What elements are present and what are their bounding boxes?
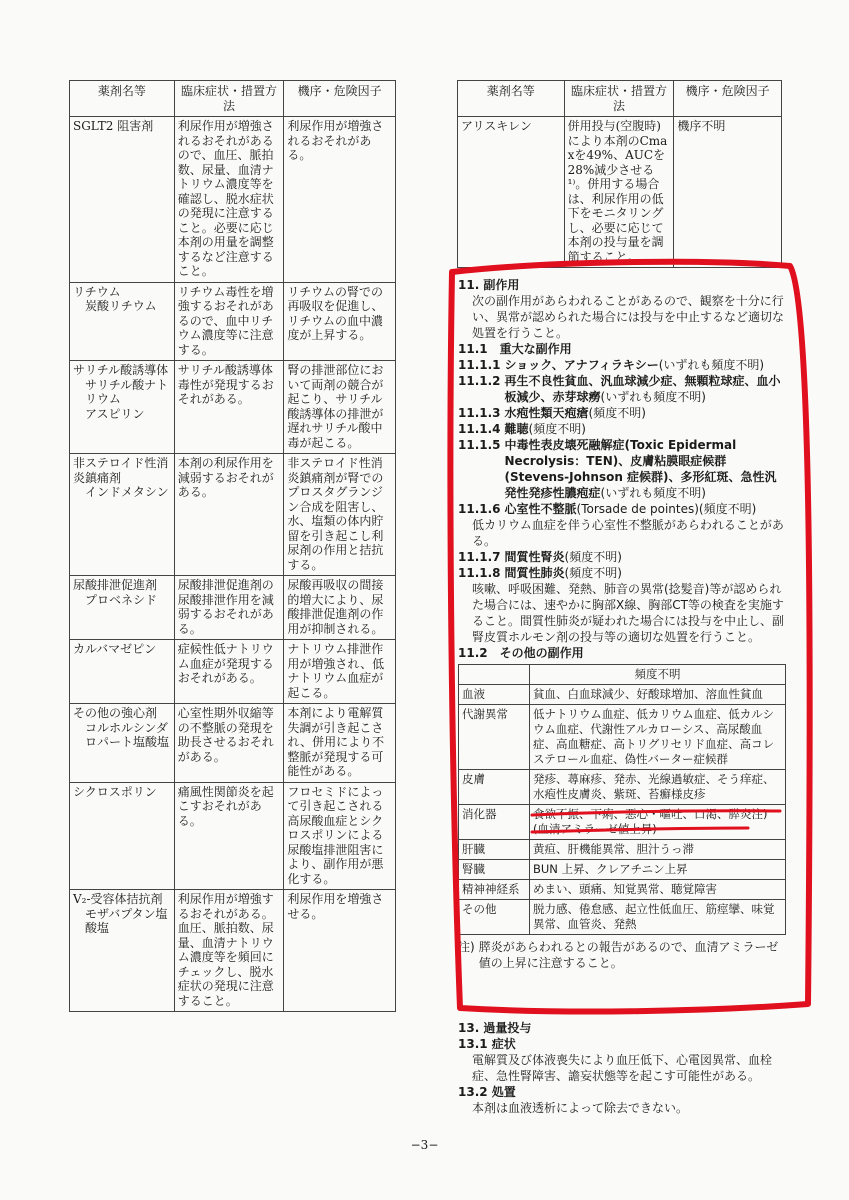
- table-row: [459, 880, 786, 900]
- header-mechanism: 機序・危険因子: [674, 81, 782, 117]
- mechanism-cell: 尿酸再吸収の間接的増大により、尿酸排泄促進剤の作用が抑制される。: [284, 576, 396, 640]
- effects-cell: めまい、頭痛、知覚異常、聴覚障害: [530, 880, 786, 900]
- symptom-cell: 利尿作用が増強されるおそれがあるので、血圧、脈拍数、尿量、血清ナトリウム濃度等を確認し、脱水症状の発現に注意すること。必要に応じ本剤の用量を調整するなど注意すること。: [174, 117, 284, 283]
- table-row: [459, 860, 786, 880]
- effects-cell: 貧血、白血球減少、好酸球増加、溶血性貧血: [530, 685, 786, 705]
- table-row: [459, 840, 786, 860]
- table-row: [459, 900, 786, 935]
- effects-cell: 脱力感、倦怠感、起立性低血圧、筋痙攣、味覚異常、血管炎、発熱: [530, 900, 786, 935]
- drug-name-cell: リチウム 炭酸リチウム: [70, 282, 175, 361]
- serious-side-effects-title: 11.1 重大な副作用: [458, 342, 572, 356]
- drug-name-cell: シクロスポリン: [70, 782, 175, 890]
- table-row: [70, 890, 396, 1012]
- category-cell: 腎臓: [459, 860, 530, 880]
- interaction-table-left: [69, 80, 396, 1012]
- side-effect-item: 11.1.3 水疱性類天疱瘡(頻度不明): [458, 406, 646, 420]
- table-row: [459, 705, 786, 770]
- table-row: [70, 454, 396, 576]
- category-cell: 精神神経系: [459, 880, 530, 900]
- footnote-text: 膵炎があらわれるとの報告があるので、血清アミラーゼ値の上昇に注意すること。: [478, 940, 779, 970]
- symptom-cell: 尿酸排泄促進剤の尿酸排泄作用を減弱するおそれがある。: [174, 576, 284, 640]
- item-6-detail: 低カリウム血症を伴う心室性不整脈があらわれることがある。: [472, 518, 784, 548]
- treatment-text: 本剤は血液透析によって除去できない。: [472, 1101, 689, 1115]
- overdose-section: [458, 1020, 786, 1116]
- side-effect-item: 11.1.4 難聴(頻度不明): [458, 422, 586, 436]
- side-effect-item: 11.1.1 ショック、アナフィラキシー(いずれも頻度不明): [458, 358, 765, 372]
- effects-cell: 食欲不振、下痢、悪心・嘔吐、口渇、膵炎注)(血清アミラーゼ値上昇): [530, 805, 786, 840]
- category-cell: 肝臓: [459, 840, 530, 860]
- table-row: [70, 704, 396, 783]
- drug-name-cell: その他の強心剤 コルホルシンダ ロパート塩酸塩: [70, 704, 175, 783]
- header-drug-name: 薬剤名等: [70, 81, 175, 117]
- treatment-title: 13.2 処置: [458, 1085, 516, 1099]
- mechanism-cell: フロセミドによって引き起こされる高尿酸血症とシクロスポリンによる尿酸塩排泄阻害により、副作用が悪化する。: [284, 782, 396, 890]
- side-effect-item: 11.1.2 再生不良性貧血、汎血球減少症、無顆粒球症、血小板減少、赤芽球癆(いずれも頻度不明): [458, 374, 781, 404]
- table-row: [70, 782, 396, 890]
- drug-name-cell: 尿酸排泄促進剤 プロベネシド: [70, 576, 175, 640]
- side-effect-item: 11.1.6 心室性不整脈(Torsade de pointes)(頻度不明): [458, 502, 757, 516]
- interaction-table-right: [457, 80, 782, 268]
- symptoms-text: 電解質及び体液喪失により血圧低下、心電図異常、血栓症、急性腎障害、譫妄状態等を起こす可能性がある。: [472, 1053, 773, 1083]
- frequency-header: 頻度不明: [530, 665, 786, 685]
- section-11-intro: 次の副作用があらわれることがあるので、観察を十分に行い、異常が認められた場合には投与を中止するなど適切な処置を行うこと。: [472, 294, 785, 340]
- table-row: [70, 117, 396, 283]
- mechanism-cell: 腎の排泄部位において両剤の競合が起こり、サリチル酸誘導体の排泄が遅れサリチル酸中毒が起こる。: [284, 361, 396, 454]
- category-cell: 代謝異常: [459, 705, 530, 770]
- footnote: [458, 939, 786, 971]
- item-8-detail: 咳嗽、呼吸困難、発熱、肺音の異常(捻髪音)等が認められた場合には、速やかに胸部X線、胸部CT等の検査を実施すること。間質性肺炎が疑われた場合には投与を中止し、副腎皮質ホルモン剤の投与等の適切な処置を行うこと。: [472, 582, 785, 644]
- category-cell: その他: [459, 900, 530, 935]
- drug-name-cell: カルバマゼピン: [70, 640, 175, 704]
- symptoms-title: 13.1 症状: [458, 1037, 516, 1051]
- symptom-cell: 併用投与(空腹時)により本剤のCmaxを49%、AUCを28%減少させる¹⁾。併用する場合は、利尿作用の低下をモニタリングし、必要に応じて本剤の投与量を調節すること。: [564, 117, 674, 268]
- symptom-cell: 利尿作用が増強するおそれがある。血圧、脈拍数、尿量、血清ナトリウム濃度等を頻回にチェックし、脱水症状の発現に注意すること。: [174, 890, 284, 1012]
- mechanism-cell: ナトリウム排泄作用が増強され、低ナトリウム血症が起こる。: [284, 640, 396, 704]
- table-row: [70, 640, 396, 704]
- table-row: [70, 282, 396, 361]
- header-drug-name: 薬剤名等: [458, 81, 565, 117]
- header-mechanism: 機序・危険因子: [284, 81, 396, 117]
- category-cell: 消化器: [459, 805, 530, 840]
- category-cell: 血液: [459, 685, 530, 705]
- page-number: −3−: [410, 1138, 439, 1152]
- table-row: [459, 770, 786, 805]
- symptom-cell: リチウム毒性を増強するおそれがあるので、血中リチウム濃度等に注意する。: [174, 282, 284, 361]
- mechanism-cell: リチウムの腎での再吸収を促進し、リチウムの血中濃度が上昇する。: [284, 282, 396, 361]
- symptom-cell: 痛風性関節炎を起こすおそれがある。: [174, 782, 284, 890]
- table-corner: [459, 665, 530, 685]
- side-effect-item: 11.1.8 間質性肺炎(頻度不明): [458, 566, 622, 580]
- table-row: [70, 576, 396, 640]
- side-effect-item: 11.1.7 間質性腎炎(頻度不明): [458, 550, 622, 564]
- symptom-cell: 本剤の利尿作用を減弱するおそれがある。: [174, 454, 284, 576]
- table-row: [459, 805, 786, 840]
- symptom-cell: 症候性低ナトリウム血症が発現するおそれがある。: [174, 640, 284, 704]
- header-symptom: 臨床症状・措置方法: [174, 81, 284, 117]
- section-11-title: 11. 副作用: [458, 278, 520, 292]
- other-side-effects-title: 11.2 その他の副作用: [458, 646, 584, 660]
- mechanism-cell: 利尿作用を増強させる。: [284, 890, 396, 1012]
- drug-name-cell: 非ステロイド性消炎鎮痛剤 インドメタシン: [70, 454, 175, 576]
- effects-cell: BUN 上昇、クレアチニン上昇: [530, 860, 786, 880]
- effects-cell: 発疹、蕁麻疹、発赤、光線過敏症、そう痒症、水疱性皮膚炎、紫斑、苔癬様皮疹: [530, 770, 786, 805]
- drug-name-cell: SGLT2 阻害剤: [70, 117, 175, 283]
- mechanism-cell: 非ステロイド性消炎鎮痛剤が腎でのプロスタグランジン合成を阻害し、水、塩類の体内貯留を引き起こし利尿剤の作用と拮抗する。: [284, 454, 396, 576]
- section-13-title: 13. 過量投与: [458, 1021, 532, 1035]
- side-effect-item: 11.1.5 中毒性表皮壊死融解症(Toxic Epidermal Necrolysis：TEN)、皮膚粘膜眼症候群(Stevens-Johnson 症候群)、多形紅斑、急性汎発性発疹性膿疱症(いずれも頻度不明): [458, 438, 777, 500]
- table-row: [459, 685, 786, 705]
- header-symptom: 臨床症状・措置方法: [564, 81, 674, 117]
- other-side-effects-table: [458, 664, 786, 935]
- drug-name-cell: V₂-受容体拮抗剤 モザバプタン塩 酸塩: [70, 890, 175, 1012]
- effects-cell: 黄疸、肝機能異常、胆汁うっ滞: [530, 840, 786, 860]
- footnote-mark: 注): [458, 940, 475, 954]
- category-cell: 皮膚: [459, 770, 530, 805]
- mechanism-cell: 本剤により電解質失調が引き起こされ、併用により不整脈が発現する可能性がある。: [284, 704, 396, 783]
- symptom-cell: 心室性期外収縮等の不整脈の発現を助長させるおそれがある。: [174, 704, 284, 783]
- table-row: [458, 117, 782, 268]
- side-effects-section: [458, 277, 786, 971]
- mechanism-cell: 機序不明: [674, 117, 782, 268]
- drug-name-cell: サリチル酸誘導体 サリチル酸ナト リウム アスピリン: [70, 361, 175, 454]
- mechanism-cell: 利尿作用が増強されるおそれがある。: [284, 117, 396, 283]
- drug-name-cell: アリスキレン: [458, 117, 565, 268]
- effects-cell: 低ナトリウム血症、低カリウム血症、低カルシウム血症、代謝性アルカローシス、高尿酸血症、高血糖症、高トリグリセリド血症、高コレステロール血症、偽性バーター症候群: [530, 705, 786, 770]
- symptom-cell: サリチル酸誘導体毒性が発現するおそれがある。: [174, 361, 284, 454]
- table-row: [70, 361, 396, 454]
